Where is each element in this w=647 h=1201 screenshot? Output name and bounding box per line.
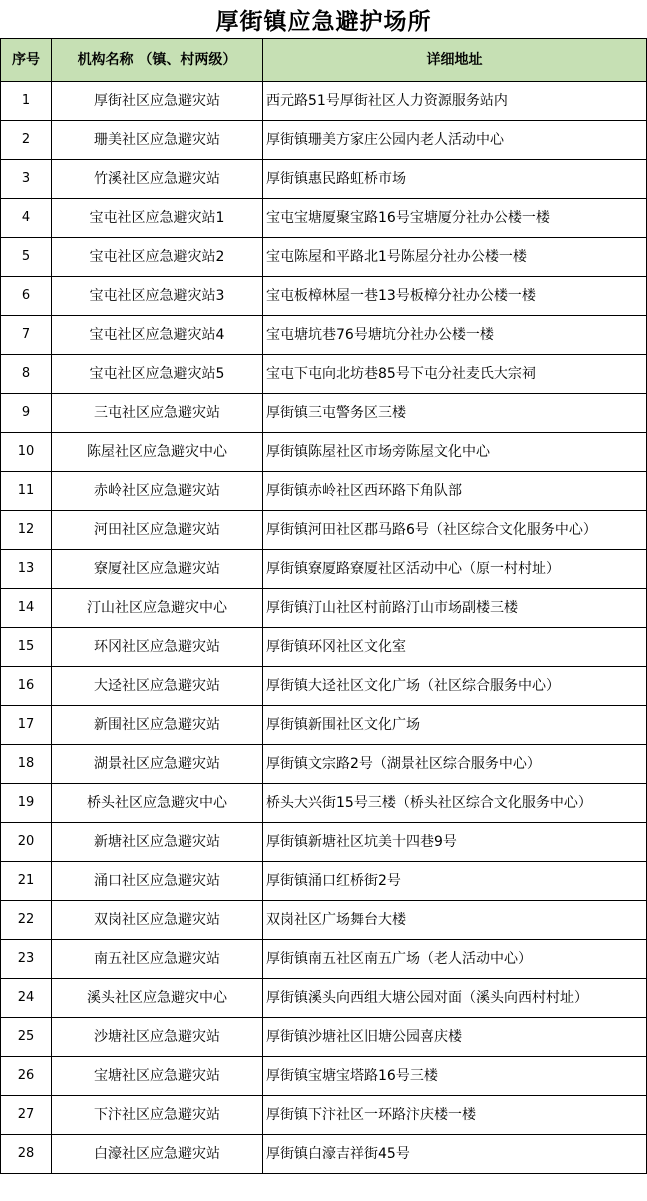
row-number: 18 [1, 745, 52, 784]
row-name: 白濠社区应急避灾站 [52, 1135, 263, 1174]
table-row [1, 511, 647, 550]
row-address: 厚街镇溪头向西组大塘公园对面（溪头向西村村址） [263, 979, 647, 1018]
row-address: 宝屯板樟林屋一巷13号板樟分社办公楼一楼 [263, 277, 647, 316]
row-number: 1 [1, 82, 52, 121]
row-name: 沙塘社区应急避灾站 [52, 1018, 263, 1057]
row-number: 2 [1, 121, 52, 160]
row-name: 双岗社区应急避灾站 [52, 901, 263, 940]
row-address: 厚街镇汀山社区村前路汀山市场副楼三楼 [263, 589, 647, 628]
table-row [1, 589, 647, 628]
row-name: 溪头社区应急避灾中心 [52, 979, 263, 1018]
row-number: 20 [1, 823, 52, 862]
row-name: 宝屯社区应急避灾站2 [52, 238, 263, 277]
table-row [1, 121, 647, 160]
row-name: 大迳社区应急避灾站 [52, 667, 263, 706]
row-name: 厚街社区应急避灾站 [52, 82, 263, 121]
table-header-row [1, 39, 647, 82]
row-address: 厚街镇三屯警务区三楼 [263, 394, 647, 433]
table-row [1, 433, 647, 472]
table-row [1, 667, 647, 706]
row-address: 厚街镇沙塘社区旧塘公园喜庆楼 [263, 1018, 647, 1057]
row-number: 19 [1, 784, 52, 823]
row-name: 桥头社区应急避灾中心 [52, 784, 263, 823]
row-address: 厚街镇新塘社区坑美十四巷9号 [263, 823, 647, 862]
table-row [1, 550, 647, 589]
row-number: 17 [1, 706, 52, 745]
header-name: 机构名称 （镇、村两级） [52, 39, 263, 82]
row-address: 宝屯下屯向北坊巷85号下屯分社麦氏大宗祠 [263, 355, 647, 394]
row-number: 10 [1, 433, 52, 472]
row-address: 厚街镇大迳社区文化广场（社区综合服务中心） [263, 667, 647, 706]
row-number: 28 [1, 1135, 52, 1174]
row-name: 寮厦社区应急避灾站 [52, 550, 263, 589]
row-address: 宝屯塘坑巷76号塘坑分社办公楼一楼 [263, 316, 647, 355]
row-address: 双岗社区广场舞台大楼 [263, 901, 647, 940]
table-row [1, 82, 647, 121]
row-number: 6 [1, 277, 52, 316]
row-name: 南五社区应急避灾站 [52, 940, 263, 979]
row-address: 桥头大兴街15号三楼（桥头社区综合文化服务中心） [263, 784, 647, 823]
row-address: 厚街镇赤岭社区西环路下角队部 [263, 472, 647, 511]
table-row [1, 940, 647, 979]
table-row [1, 1135, 647, 1174]
table-row [1, 316, 647, 355]
table-row [1, 199, 647, 238]
row-address: 宝屯陈屋和平路北1号陈屋分社办公楼一楼 [263, 238, 647, 277]
row-number: 7 [1, 316, 52, 355]
row-number: 15 [1, 628, 52, 667]
row-address: 宝屯宝塘厦聚宝路16号宝塘厦分社办公楼一楼 [263, 199, 647, 238]
row-name: 宝屯社区应急避灾站3 [52, 277, 263, 316]
row-name: 新塘社区应急避灾站 [52, 823, 263, 862]
row-name: 宝屯社区应急避灾站5 [52, 355, 263, 394]
row-address: 厚街镇南五社区南五广场（老人活动中心） [263, 940, 647, 979]
row-number: 16 [1, 667, 52, 706]
row-address: 厚街镇环冈社区文化室 [263, 628, 647, 667]
row-name: 湖景社区应急避灾站 [52, 745, 263, 784]
row-address: 厚街镇文宗路2号（湖景社区综合服务中心） [263, 745, 647, 784]
row-number: 25 [1, 1018, 52, 1057]
row-name: 宝屯社区应急避灾站1 [52, 199, 263, 238]
row-address: 厚街镇新围社区文化广场 [263, 706, 647, 745]
row-name: 宝屯社区应急避灾站4 [52, 316, 263, 355]
shelter-table [0, 38, 647, 1174]
header-no: 序号 [1, 39, 52, 82]
row-number: 8 [1, 355, 52, 394]
row-address: 厚街镇惠民路虹桥市场 [263, 160, 647, 199]
row-address: 厚街镇下汴社区一环路汴庆楼一楼 [263, 1096, 647, 1135]
row-name: 汀山社区应急避灾中心 [52, 589, 263, 628]
table-row [1, 238, 647, 277]
row-name: 新围社区应急避灾站 [52, 706, 263, 745]
row-number: 14 [1, 589, 52, 628]
row-number: 12 [1, 511, 52, 550]
table-row [1, 979, 647, 1018]
table-row [1, 823, 647, 862]
row-number: 23 [1, 940, 52, 979]
row-name: 下汴社区应急避灾站 [52, 1096, 263, 1135]
row-address: 厚街镇河田社区郡马路6号（社区综合文化服务中心） [263, 511, 647, 550]
table-row [1, 1096, 647, 1135]
table-row [1, 862, 647, 901]
row-name: 环冈社区应急避灾站 [52, 628, 263, 667]
row-address: 厚街镇寮厦路寮厦社区活动中心（原一村村址） [263, 550, 647, 589]
table-row [1, 277, 647, 316]
table-row [1, 901, 647, 940]
row-number: 4 [1, 199, 52, 238]
row-name: 赤岭社区应急避灾站 [52, 472, 263, 511]
row-address: 厚街镇宝塘宝塔路16号三楼 [263, 1057, 647, 1096]
row-name: 珊美社区应急避灾站 [52, 121, 263, 160]
header-address: 详细地址 [263, 39, 647, 82]
row-number: 26 [1, 1057, 52, 1096]
row-number: 21 [1, 862, 52, 901]
row-name: 陈屋社区应急避灾中心 [52, 433, 263, 472]
row-number: 27 [1, 1096, 52, 1135]
table-row [1, 160, 647, 199]
table-row [1, 394, 647, 433]
table-row [1, 1018, 647, 1057]
row-address: 厚街镇陈屋社区市场旁陈屋文化中心 [263, 433, 647, 472]
table-row [1, 1057, 647, 1096]
document-title: 厚街镇应急避护场所 [215, 7, 432, 35]
row-number: 3 [1, 160, 52, 199]
row-name: 三屯社区应急避灾站 [52, 394, 263, 433]
table-row [1, 472, 647, 511]
table-row [1, 706, 647, 745]
row-number: 24 [1, 979, 52, 1018]
table-row [1, 355, 647, 394]
row-number: 9 [1, 394, 52, 433]
table-row [1, 784, 647, 823]
row-address: 西元路51号厚街社区人力资源服务站内 [263, 82, 647, 121]
row-number: 13 [1, 550, 52, 589]
row-address: 厚街镇白濠吉祥街45号 [263, 1135, 647, 1174]
row-name: 河田社区应急避灾站 [52, 511, 263, 550]
row-number: 11 [1, 472, 52, 511]
row-address: 厚街镇涌口红桥街2号 [263, 862, 647, 901]
table-row [1, 745, 647, 784]
row-address: 厚街镇珊美方家庄公园内老人活动中心 [263, 121, 647, 160]
row-number: 22 [1, 901, 52, 940]
row-number: 5 [1, 238, 52, 277]
table-row [1, 628, 647, 667]
row-name: 涌口社区应急避灾站 [52, 862, 263, 901]
row-name: 宝塘社区应急避灾站 [52, 1057, 263, 1096]
row-name: 竹溪社区应急避灾站 [52, 160, 263, 199]
